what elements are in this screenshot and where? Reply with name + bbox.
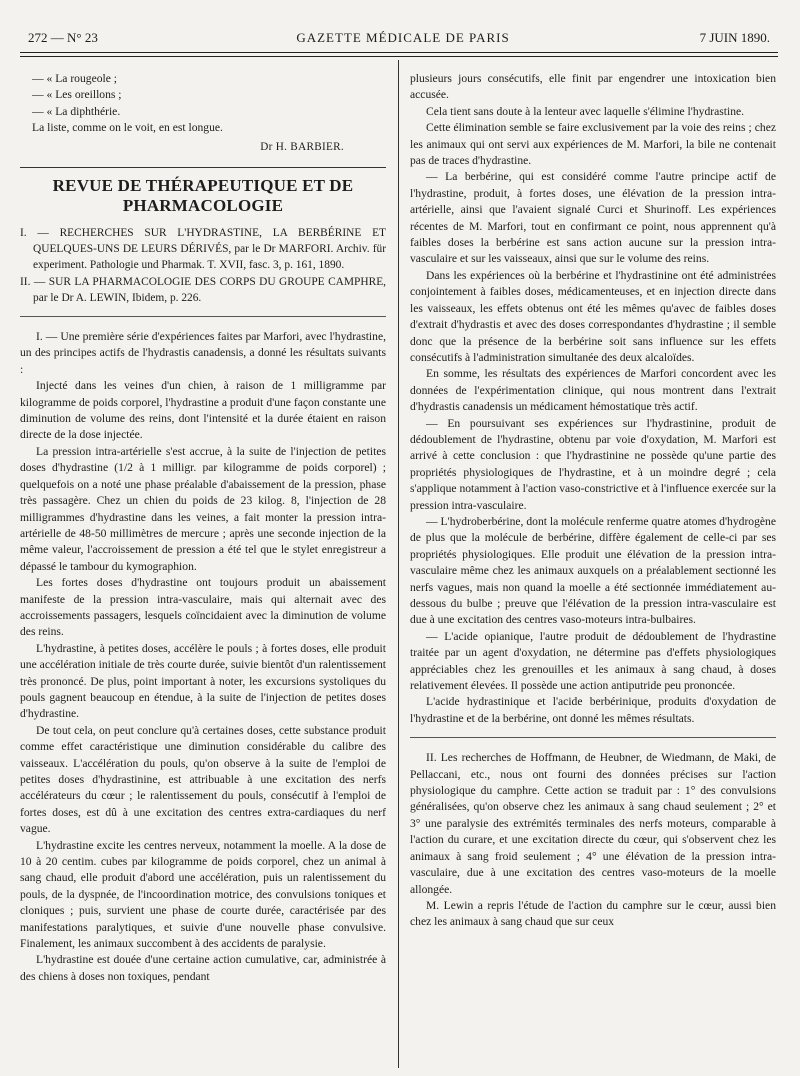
paragraph: Les fortes doses d'hydrastine ont toujours produit un abaissement manifeste de la pression intra-vasculaire, mais qui alternait avec des accroissements passagers, lesquels coïncidaient avec la diminution de volume des reins. <box>20 576 386 639</box>
paragraph: — La berbérine, qui est considéré comme l'autre principe actif de l'hydrastine, produit, à fortes doses, une élévation de la pression intra-artérielle, ainsi que l'avaient signalé Curci et Shurinoff. Les expériences récentes de M. Marfori, tout en confirmant ce point, nous apprennent qu'à faibles doses la berbérine est sans action aucune sur la pression intra-vasculaire et sur les vaisseaux, ainsi que sur le volume des reins. <box>410 170 776 266</box>
section-rule <box>20 167 386 168</box>
issue-date: 7 JUIN 1890. <box>699 30 770 45</box>
paragraph: La pression intra-artérielle s'est accrue, à la suite de l'injection de petites doses d'hydrastine (1/2 à 1 milligr. par kilogramme de poids corporel) ; quelquefois on a noté une phase préalable d'abaissement de la pression, phase très passagère. Chez un chien du poids de 23 kilog. 8, l'injection de 28 milligrammes d'hydrastine dans les veines, a fait monter la pression intra-artérielle de 48-50 millimètres de mercure ; après une seconde injection de la même valeur, l'accroissement de pression a été tel que le stylet enregistreur a dépassé le tambour du kymographion. <box>20 444 386 573</box>
right-column <box>410 71 776 931</box>
paragraph: Dans les expériences où la berbérine et l'hydrastinine ont été administrées conjointement à faibles doses, médicamenteuses, et en injection directe dans les vaisseaux, les effets obtenus ont été les mêmes qu'avec de faibles doses d'extrait d'hydrastis et avec des doses correspondantes d'hydrastine ; il semble donc que la présence de la berbérine soit sans influence sur les effets consécutifs à l'administration simultanée des deux alcaloïdes. <box>410 268 776 364</box>
paragraph: De tout cela, on peut conclure qu'à certaines doses, cette substance produit comme effet caractéristique une diminution considérable du calibre des vaisseaux. L'accélération du pouls, qu'on observe à la suite de l'emploi de petites doses d'hydrastinine, est attribuable à une excitation des nerfs accélérateurs du cœur ; le ralentissement du pouls, consécutif à l'emploi de fortes doses, est dû à une excitation des centres extra-cardiaques du nerf vague. <box>20 723 386 836</box>
paragraph: II. Les recherches de Hoffmann, de Heubner, de Wiedmann, de Maki, de Pellaccani, etc., nous ont fourni des données précises sur l'action physiologique du camphre. Cette action se traduit par : 1° des convulsions généralisées, qu'on observe chez les animaux à sang chaud seulement ; 2° et 3° une paralysie des extrémités terminales des nerfs moteurs, comparable à l'action du curare, et une excitation directe du cœur, qui s'observent chez les animaux à sang froid seulement ; 4° une élévation de la pression intra-vasculaire, due à une excitation des centres vaso-moteurs de la moelle allongée. <box>410 751 776 896</box>
journal-title: GAZETTE MÉDICALE DE PARIS <box>296 30 510 45</box>
section-title: REVUE DE THÉRAPEUTIQUE ET DE PHARMACOLOGIE <box>52 176 354 216</box>
reference-1: I. — RECHERCHES SUR L'HYDRASTINE, LA BERBÉRINE ET QUELQUES-UNS DE LEURS DÉRIVÉS, par le Dr MARFORI. Archiv. für experiment. Pathologie und Pharmak. T. XVII, fasc. 3, p. 161, 1890. <box>20 227 386 272</box>
paragraph: L'hydrastine excite les centres nerveux, notamment la moelle. A la dose de 10 à 20 centim. cubes par kilogramme de poids corporel, chez un animal à sang chaud, elle produit d'abord une accélération, puis un ralentissement du pouls, de la dyspnée, de l'incoordination motrice, des convulsions toniques et cloniques ; puis, survient une phase de courte durée, caractérisée par des manifestations paralytiques, et suivie d'une nouvelle phase convulsive. Finalement, les animaux succombent à des accidents de paralysie. <box>20 838 386 951</box>
list-item: — « La diphthérie. <box>32 104 121 118</box>
list-conclusion: La liste, comme on le voit, en est longue. <box>32 121 223 135</box>
signature: Dr H. BARBIER. <box>260 140 344 153</box>
paragraph: plusieurs jours consécutifs, elle finit par engendrer une intoxication bien accusée. <box>410 72 776 102</box>
paragraph: L'hydrastine est douée d'une certaine action cumulative, car, administrée à des chiens à doses non toxiques, pendant <box>20 953 386 983</box>
paragraph: — L'acide opianique, l'autre produit de dédoublement de l'hydrastine traitée par un agent d'oxydation, ne détermine pas d'effets physiologiques appréciables chez les grenouilles et les animaux à sang chaud, à doses relativement élevées. Il possède une action antiputride peu prononcée. <box>410 629 776 693</box>
paragraph: Cette élimination semble se faire exclusivement par la voie des reins ; chez les animaux qui ont servi aux expériences de M. Marfori, la bile ne contenait pas de traces d'hydrastine. <box>410 121 776 168</box>
page-number: 272 — N° 23 <box>28 30 98 45</box>
reference-2: II. — SUR LA PHARMACOLOGIE DES CORPS DU GROUPE CAMPHRE, par le Dr A. LEWIN, Ibidem, p. 226. <box>20 275 386 304</box>
header-rule <box>20 52 778 53</box>
column-divider <box>398 60 399 1068</box>
left-column <box>20 71 386 985</box>
section-rule-short <box>20 316 386 317</box>
header-rule-thin <box>20 56 778 57</box>
paragraph: En somme, les résultats des expériences de Marfori concordent avec les données de l'expérimentation clinique, qui nous montrent dans l'extrait d'hydrastis canadensis un médicament hémostatique très actif. <box>410 367 776 414</box>
paragraph: I. — Une première série d'expériences faites par Marfori, avec l'hydrastine, un des principes actifs de l'hydrastis canadensis, a donné les résultats suivants : <box>20 330 386 376</box>
paragraph: L'hydrastine, à petites doses, accélère le pouls ; à fortes doses, elle produit une accélération initiale de très courte durée, suivie bientôt d'un ralentissement très prononcé. De plus, point important à noter, les excursions systoliques du pouls gagnent beaucoup en étendue, à la suite de l'injection de petites doses d'hydrastine. <box>20 641 386 721</box>
list-item: — « La rougeole ; <box>32 72 117 85</box>
list-item: — « Les oreillons ; <box>32 88 122 102</box>
paragraph: Injecté dans les veines d'un chien, à raison de 1 milligramme par kilogramme de poids corporel, l'hydrastine a produit d'une façon constante une diminution de volume des reins, dont l'intensité et la durée étaient en raison directe de la dose injectée. <box>20 379 386 442</box>
paragraph: M. Lewin a repris l'étude de l'action du camphre sur le cœur, aussi bien chez les animaux à sang chaud que sur ceux <box>410 898 776 929</box>
paragraph: L'acide hydrastinique et l'acide berbérinique, produits d'oxydation de l'hydrastine et de la berbérine, ont donné les mêmes résultats. <box>410 695 776 725</box>
paragraph: — L'hydroberbérine, dont la molécule renferme quatre atomes d'hydrogène de plus que la molécule de berbérine, diffère également de celle-ci par ses propriétés physiologiques. Elle produit une élévation de la pression intra-vasculaire même chez les animaux auxquels on a préalablement sectionné les nerfs vagues, mais non quand la moelle a été sectionnée immédiatement au-dessous du bulbe ; preuve que l'élévation de la pression intra-vasculaire est due à une excitation des centres vaso-moteurs intra-bulbaires. <box>410 514 776 627</box>
paragraph: — En poursuivant ses expériences sur l'hydrastinine, produit de dédoublement de l'hydrastine, obtenu par voie d'oxydation, M. Marfori est arrivé à cette conclusion : que l'hydrastinine ne possède qu'une partie des propriétés physiologiques de l'hydrastine, et à un moindre degré ; cela s'applique notamment à l'action vaso-constrictive et à l'influence exercée sur la pression intra-vasculaire. <box>410 416 776 512</box>
paragraph: Cela tient sans doute à la lenteur avec laquelle s'élimine l'hydrastine. <box>426 104 745 118</box>
section-rule-short <box>410 737 776 738</box>
page-header <box>28 30 778 50</box>
